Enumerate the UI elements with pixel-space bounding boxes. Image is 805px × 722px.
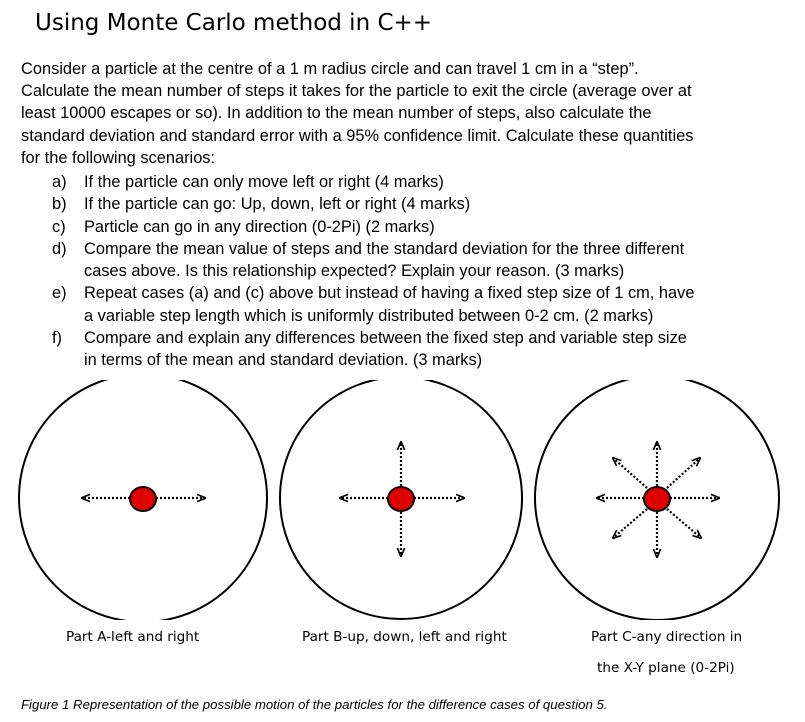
part-a-caption: Part A-left and right [66, 629, 200, 645]
task-marker: e) [52, 284, 67, 303]
problem-statement [21, 58, 803, 169]
task-list [52, 171, 802, 372]
part-c-diagram [535, 380, 779, 620]
motion-figure [0, 380, 805, 620]
up-right-arrow [667, 458, 700, 488]
particle [644, 487, 670, 511]
intro-line: standard deviation and standard error with a 95% confidence limit. Calculate these quantities [21, 126, 694, 145]
part-b-caption: Part B-up, down, left and right [302, 629, 507, 645]
intro-line: least 10000 escapes or so). In addition to the mean number of steps, also calculate the [21, 104, 652, 123]
task-text: Particle can go in any direction (0-2Pi) (2 marks) [84, 217, 435, 236]
task-marker: d) [52, 239, 67, 258]
task-marker: f) [52, 329, 63, 348]
task-marker: b) [52, 195, 67, 214]
task-marker: a) [52, 173, 67, 191]
task-text: cases above. Is this relationship expected? Explain your reason. (3 marks) [84, 262, 625, 281]
particle [130, 487, 156, 511]
up-left-arrow [613, 458, 647, 488]
task-text: If the particle can go: Up, down, left or right (4 marks) [84, 195, 471, 214]
down-right-arrow [667, 509, 701, 538]
task-text: a variable step length which is uniformly distributed between 0-2 cm. (2 marks) [84, 306, 654, 325]
intro-line: Consider a particle at the centre of a 1 m radius circle and can travel 1 cm in a “step”. [21, 60, 639, 78]
task-text: If the particle can only move left or right (4 marks) [84, 173, 444, 191]
task-item-a [52, 171, 802, 193]
task-text: Compare and explain any differences between the fixed step and variable step size [84, 329, 687, 348]
down-left-arrow [613, 509, 647, 538]
particle [388, 487, 414, 511]
intro-line: for the following scenarios: [21, 148, 216, 167]
part-b-diagram [280, 380, 522, 619]
task-item-c [52, 216, 802, 238]
task-text: Repeat cases (a) and (c) above but instead of having a fixed step size of 1 cm, have [84, 284, 695, 303]
part-a-diagram [19, 380, 267, 620]
task-item-d [52, 238, 802, 283]
task-text: in terms of the mean and standard deviation. (3 marks) [84, 351, 483, 370]
task-item-b [52, 193, 802, 215]
task-item-e [52, 282, 802, 327]
intro-line: Calculate the mean number of steps it takes for the particle to exit the circle (average over at [21, 82, 692, 101]
task-item-f [52, 327, 802, 372]
part-c-caption-continued: the X-Y plane (0-2Pi) [597, 660, 735, 676]
part-c-caption: Part C-any direction in [591, 629, 743, 645]
page-title: Using Monte Carlo method in C++ [35, 10, 433, 36]
task-text: Compare the mean value of steps and the standard deviation for the three different [84, 239, 685, 258]
figure-caption: Figure 1 Representation of the possible motion of the particles for the difference cases of question 5. [21, 697, 608, 712]
task-marker: c) [52, 217, 66, 236]
